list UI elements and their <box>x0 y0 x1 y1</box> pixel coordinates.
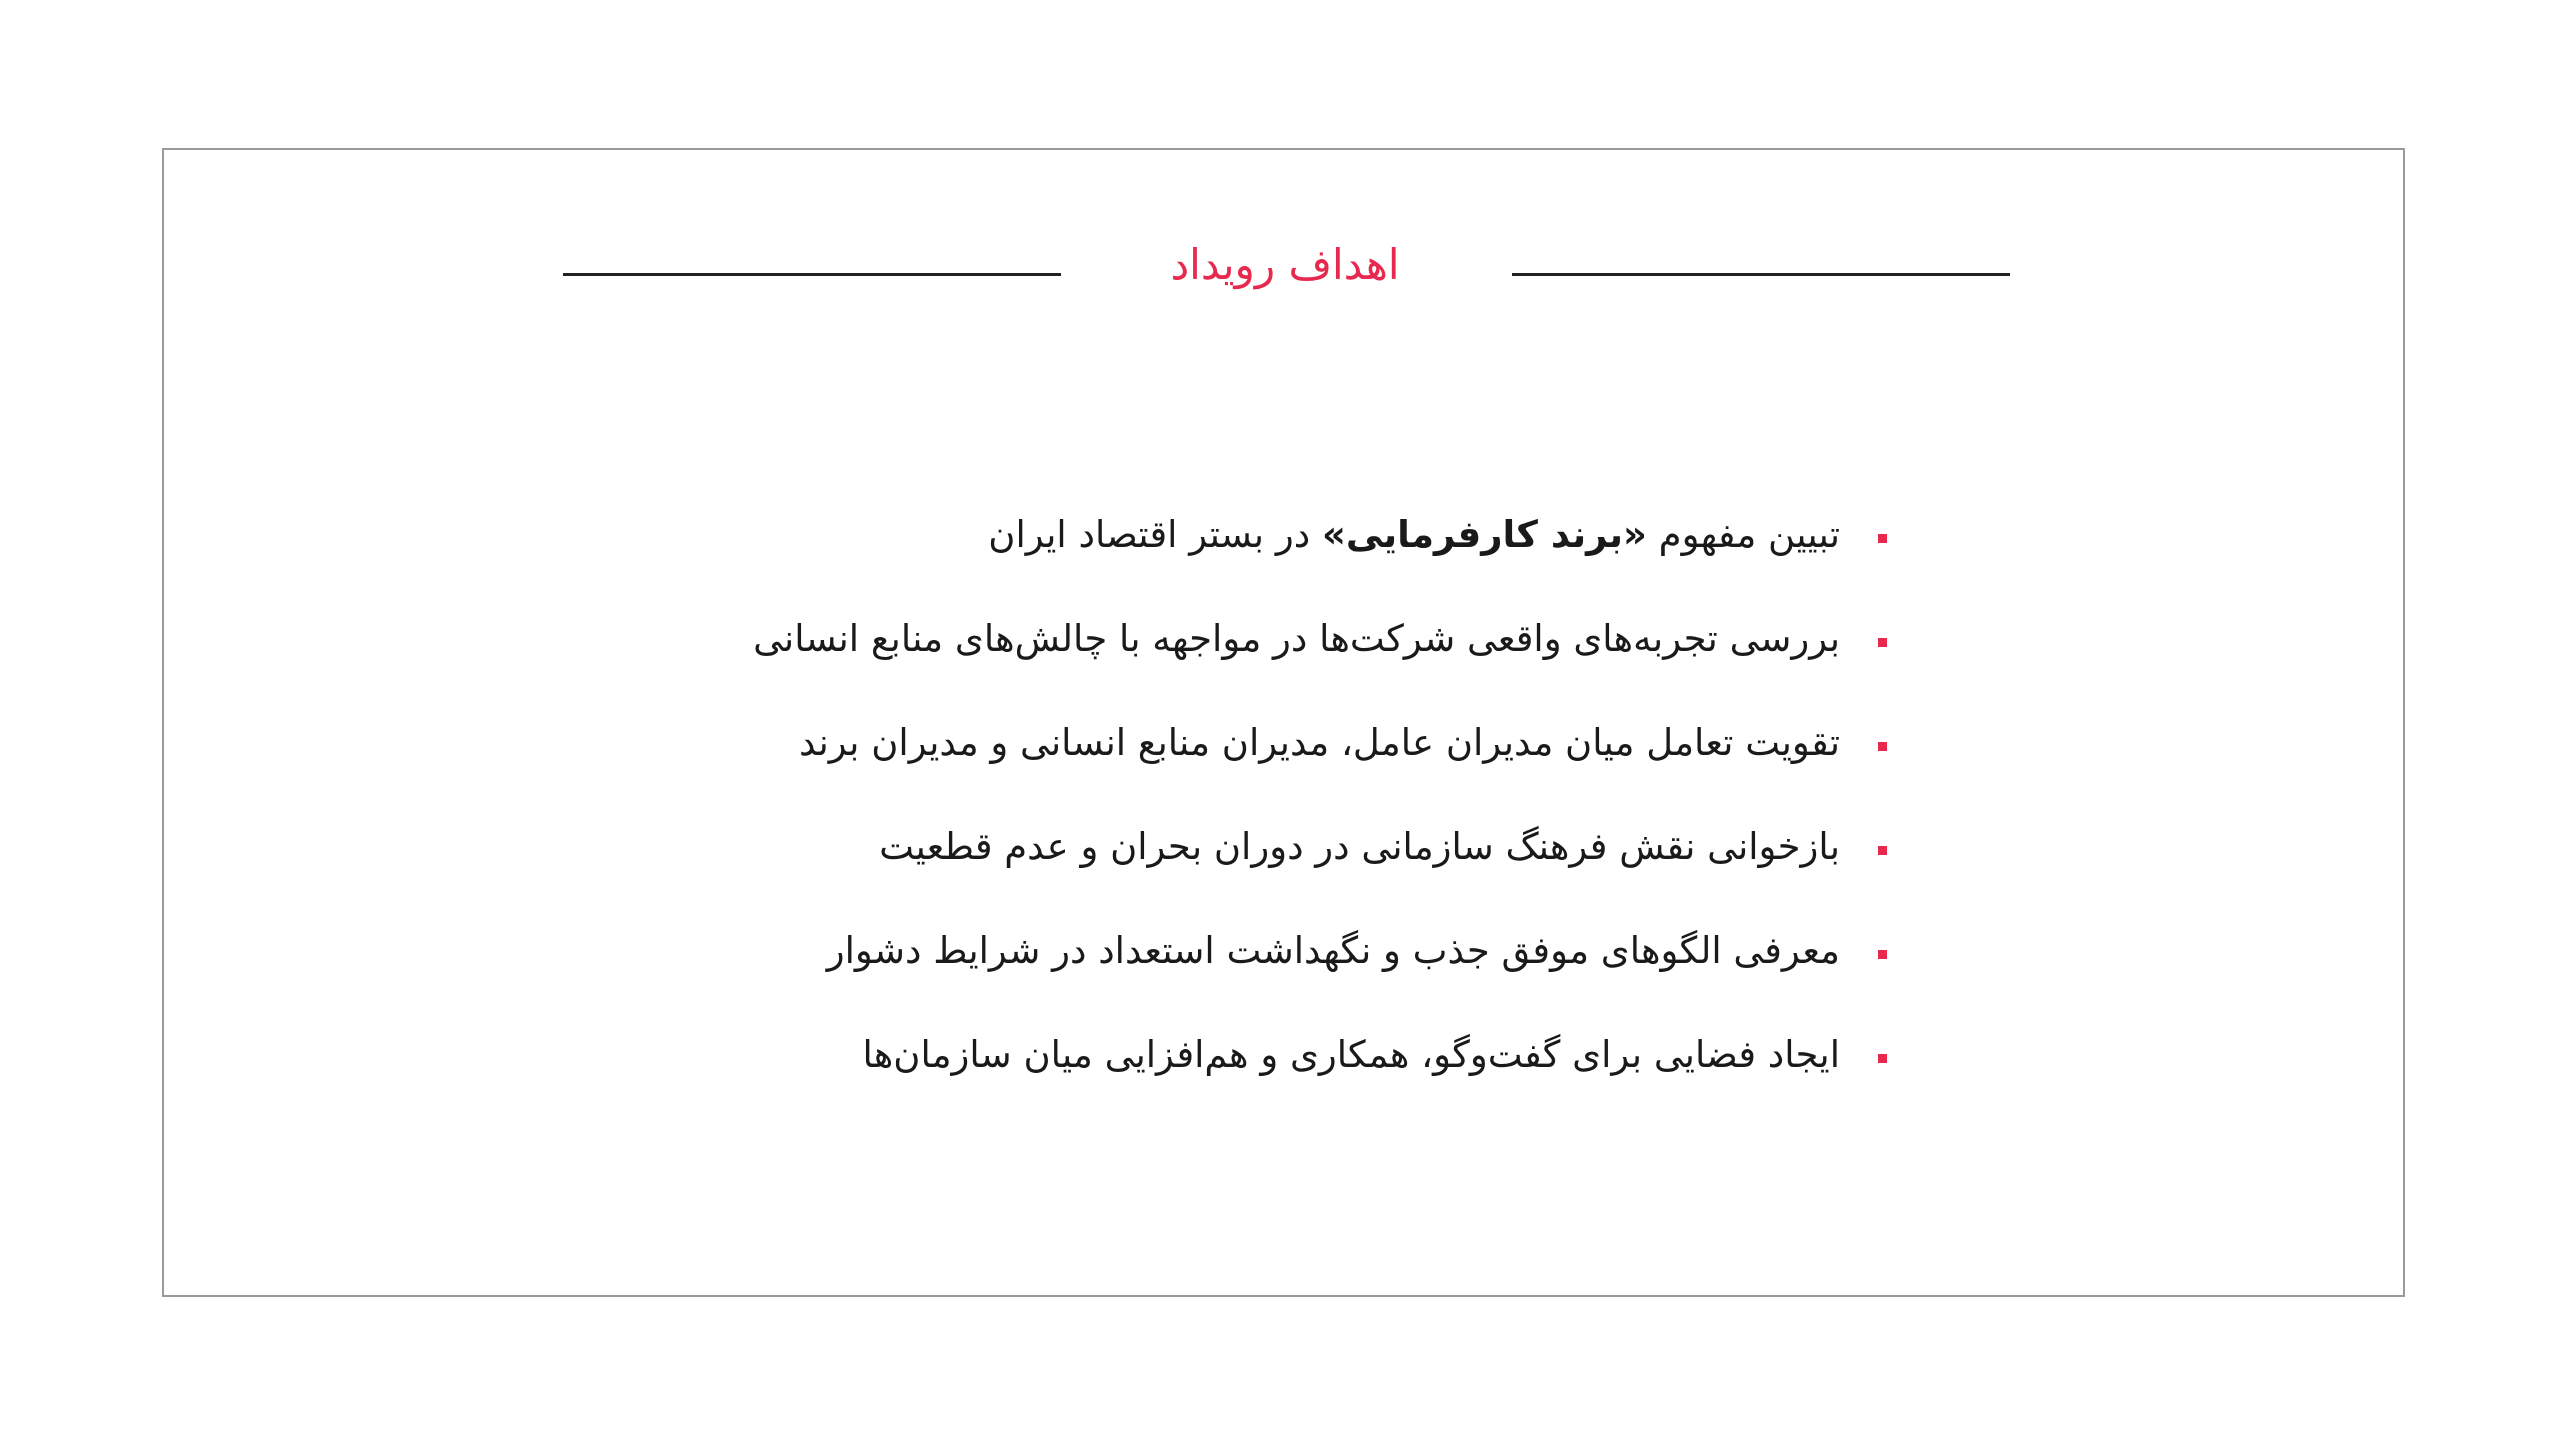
goal-item <box>680 495 1900 599</box>
section-title: اهداف رویداد <box>1170 240 1400 289</box>
goal-emphasis: «برند کارفرمایی» <box>1321 513 1647 556</box>
bullet-icon <box>1878 1054 1887 1063</box>
goal-text: بررسی تجربه‌های واقعی شرکت‌ها در مواجهه با چالش‌های منابع انسانی <box>753 617 1840 660</box>
bullet-icon <box>1878 742 1887 751</box>
goal-text: ایجاد فضایی برای گفت‌وگو، همکاری و هم‌افزایی میان سازمان‌ها <box>862 1033 1840 1076</box>
goal-item <box>680 599 1900 703</box>
goal-item <box>680 911 1900 1015</box>
bullet-icon <box>1878 534 1887 543</box>
goal-text: بازخوانی نقش فرهنگ سازمانی در دوران بحران و عدم قطعیت <box>879 825 1840 868</box>
bullet-icon <box>1878 638 1887 647</box>
title-row <box>0 230 2560 300</box>
goal-item <box>680 1015 1900 1119</box>
goal-text: معرفی الگوهای موفق جذب و نگهداشت استعداد در شرایط دشوار <box>826 929 1840 972</box>
goal-text: تقویت تعامل میان مدیران عامل، مدیران منابع انسانی و مدیران برند <box>799 721 1840 764</box>
goal-item <box>680 703 1900 807</box>
bullet-icon <box>1878 950 1887 959</box>
title-divider-left <box>563 273 1061 276</box>
goals-list <box>680 495 1900 1119</box>
goal-text-start: تبیین مفهوم <box>1646 513 1840 556</box>
title-divider-right <box>1512 273 2010 276</box>
goal-text <box>988 495 1840 575</box>
goal-text-end: در بستر اقتصاد ایران <box>988 513 1322 556</box>
bullet-icon <box>1878 846 1887 855</box>
goal-item <box>680 807 1900 911</box>
